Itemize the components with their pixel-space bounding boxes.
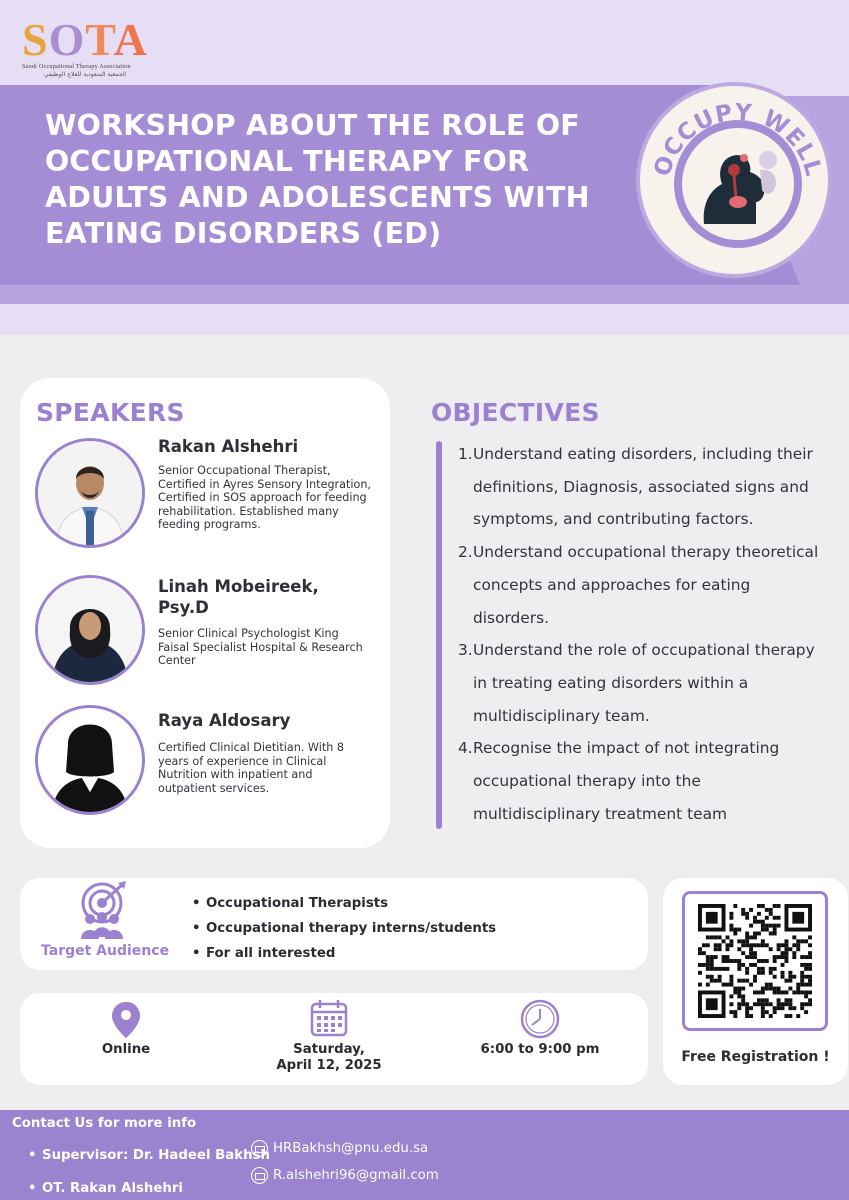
contact-person: • Supervisor: Dr. Hadeel Bakhsh <box>28 1139 270 1172</box>
contact-footer <box>0 1110 849 1200</box>
speaker-name: Rakan Alshehri <box>158 437 299 456</box>
logo-subtitle-en: Saudi Occupational Therapy Association <box>22 63 131 70</box>
location-pin-icon <box>112 1002 140 1038</box>
speaker-description: Certified Clinical Dietitian. With 8 years of experience in Clinical Nutrition with inpatient and outpatient services. <box>158 741 345 795</box>
email-row <box>251 1140 428 1157</box>
objectives-divider <box>436 441 442 829</box>
email-link[interactable]: R.alshehri96@gmail.com <box>273 1168 439 1183</box>
list-item: • For all interested <box>192 941 496 966</box>
logo-wordmark: SOTA <box>22 14 148 65</box>
sota-logo <box>22 14 172 82</box>
list-item: 4.Recognise the impact of not integrating occupational therapy into the multidisciplinary treatment team <box>458 739 780 823</box>
list-item: • Occupational Therapists <box>192 891 496 916</box>
email-row <box>251 1167 439 1184</box>
target-audience-label: Target Audience <box>41 943 170 959</box>
badge-text: OCCUPY WELL <box>649 99 827 180</box>
event-time: 6:00 to 9:00 pm <box>480 1042 600 1057</box>
event-date: Saturday, April 12, 2025 <box>276 1042 382 1073</box>
mail-icon <box>251 1140 268 1157</box>
audience-list <box>192 891 496 966</box>
event-location: Online <box>101 1042 151 1057</box>
speaker-description: Senior Clinical Psychologist King Faisal Specialist Hospital & Research Center <box>158 627 363 668</box>
speakers-heading: SPEAKERS <box>36 398 185 427</box>
list-item: 1.Understand eating disorders, including their definitions, Diagnosis, associated signs and symptoms, and contributing factors. <box>458 445 813 529</box>
contact-people <box>28 1139 270 1200</box>
clock-icon <box>520 999 560 1039</box>
objectives-heading: OBJECTIVES <box>431 398 600 427</box>
speaker-description: Senior Occupational Therapist, Certified in Ayres Sensory Integration, Certified in SOS approach for feeding rehabilitation. Established many feeding programs. <box>158 464 371 532</box>
speaker-photo-raya <box>35 705 145 815</box>
list-item: 2.Understand occupational therapy theoretical concepts and approaches for eating disorders. <box>458 543 819 627</box>
calendar-icon <box>310 999 348 1037</box>
speaker-photo-rakan <box>35 438 145 548</box>
speaker-name: Raya Aldosary <box>158 711 291 730</box>
objectives-list <box>458 438 828 830</box>
target-audience-card <box>20 878 648 970</box>
speakers-card <box>20 378 390 848</box>
contact-title: Contact Us for more info <box>12 1116 197 1131</box>
page-title: WORKSHOP ABOUT THE ROLE OF OCCUPATIONAL THERAPY FOR ADULTS AND ADOLESCENTS WITH EATING DISORDERS (ED) <box>45 109 590 250</box>
speaker-name: Linah Mobeireek, Psy.D <box>158 577 319 617</box>
registration-qr-code[interactable] <box>682 891 828 1031</box>
list-item: 3.Understand the role of occupational therapy in treating eating disorders within a multidisciplinary team. <box>458 641 815 725</box>
mail-icon <box>251 1167 268 1184</box>
event-info-card <box>20 993 648 1085</box>
list-item: • Occupational therapy interns/students <box>192 916 496 941</box>
registration-card <box>663 878 848 1085</box>
badge-art <box>640 86 836 282</box>
occupy-well-badge <box>636 82 832 278</box>
qr-code-graphic <box>698 904 812 1018</box>
logo-subtitle-ar: الجمعية السعودية للعلاج الوظيفي <box>44 71 127 78</box>
free-registration-label: Free Registration ! <box>681 1049 830 1065</box>
email-link[interactable]: HRBakhsh@pnu.edu.sa <box>273 1141 429 1156</box>
target-audience-icon <box>78 881 130 939</box>
speaker-photo-linah <box>35 575 145 685</box>
contact-person: • OT. Rakan Alshehri <box>28 1172 270 1200</box>
